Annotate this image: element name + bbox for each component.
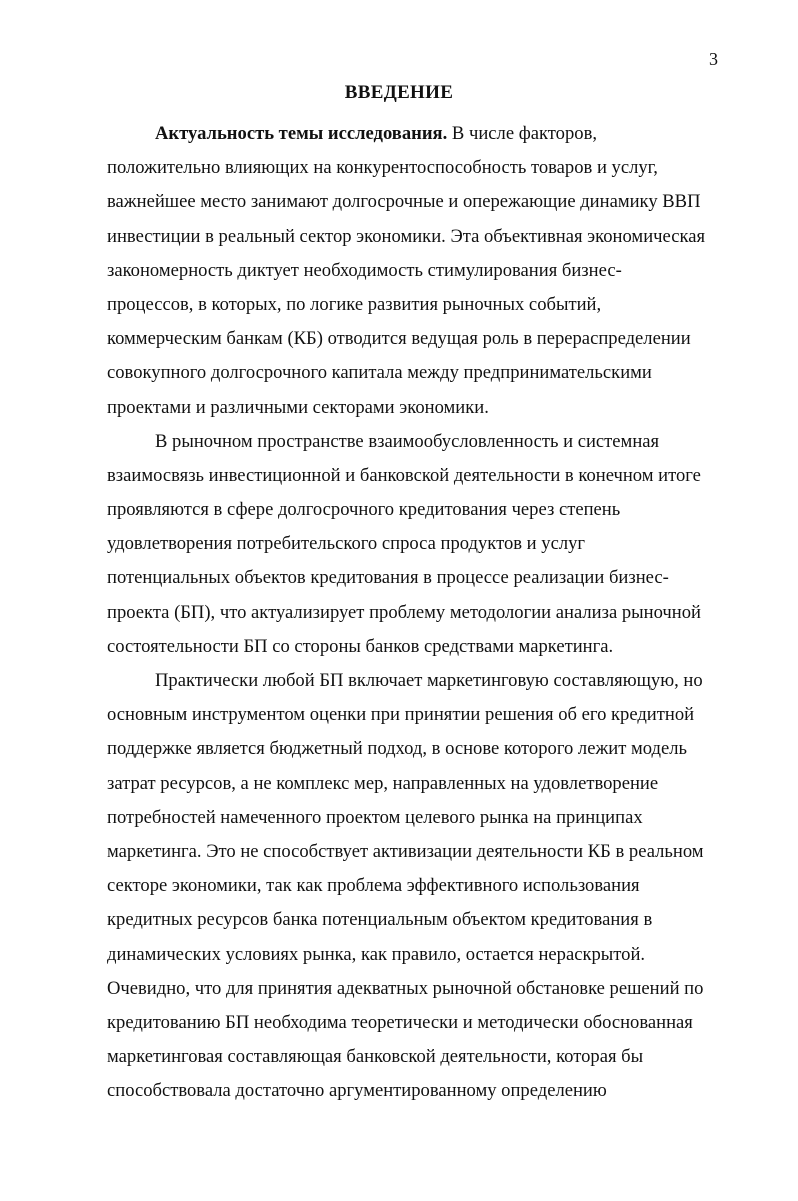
text-line: Практически любой БП включает маркетинговую составляющую, но [155, 670, 703, 691]
text-line: основным инструментом оценки при принятии решения об его кредитной [107, 704, 695, 726]
paragraph-1 [107, 117, 720, 425]
text-line: Очевидно, что для принятия адекватных рыночной обстановке решений по [107, 977, 704, 999]
text-line: состоятельности БП со стороны банков средствами маркетинга. [107, 635, 614, 657]
text-line: проектами и различными секторами экономики. [107, 396, 489, 418]
text-line: положительно влияющих на конкурентоспособность товаров и услуг, [107, 157, 658, 179]
text-line: кредитованию БП необходима теоретически и методически обоснованная [107, 1011, 693, 1033]
text-line: кредитных ресурсов банка потенциальным объектом кредитования в [107, 909, 653, 931]
text-line: процессов, в которых, по логике развития рыночных событий, [107, 293, 602, 315]
text-line: инвестиции в реальный сектор экономики. Эта объективная экономическая [107, 225, 706, 247]
page-title: ВВЕДЕНИЕ [344, 82, 454, 103]
text-line: совокупного долгосрочного капитала между предпринимательскими [107, 362, 652, 384]
text-line: В рыночном пространстве взаимообусловленность и системная [155, 430, 660, 452]
text-line: маркетинга. Это не способствует активизации деятельности КБ в реальном [107, 840, 704, 862]
paragraph-3 [107, 664, 720, 1108]
text-line: затрат ресурсов, а не комплекс мер, направленных на удовлетворение [107, 772, 659, 794]
text-line: проявляются в сфере долгосрочного кредитования через степень [107, 499, 621, 521]
page-number: 3 [709, 49, 718, 69]
text-line: закономерность диктует необходимость стимулирования бизнес- [107, 259, 622, 281]
text-line: динамических условиях рынка, как правило, остается нераскрытой. [107, 943, 646, 965]
text-line: удовлетворения потребительского спроса продуктов и услуг [107, 533, 586, 555]
text-line: Актуальность темы исследования. В числе факторов, [155, 123, 598, 144]
paragraph-2 [107, 425, 720, 664]
text-line: потребностей намеченного проектом целевого рынка на принципах [107, 806, 643, 828]
text-line: поддержке является бюджетный подход, в основе которого лежит модель [107, 738, 688, 760]
text-line: взаимосвязь инвестиционной и банковской деятельности в конечном итоге [107, 464, 701, 486]
lead-phrase: Актуальность темы исследования. [155, 123, 448, 144]
text-line: секторе экономики, так как проблема эффективного использования [107, 875, 640, 897]
text-line: способствовала достаточно аргументированному определению [107, 1080, 607, 1102]
text-line: потенциальных объектов кредитования в процессе реализации бизнес- [107, 567, 669, 589]
text-line: важнейшее место занимают долгосрочные и опережающие динамику ВВП [107, 191, 701, 213]
document-body [107, 117, 720, 1108]
text-line: маркетинговая составляющая банковской деятельности, которая бы [107, 1046, 644, 1068]
text-line: проекта (БП), что актуализирует проблему методологии анализа рыночной [107, 601, 701, 623]
text-line: коммерческим банкам (КБ) отводится ведущая роль в перераспределении [107, 328, 691, 350]
